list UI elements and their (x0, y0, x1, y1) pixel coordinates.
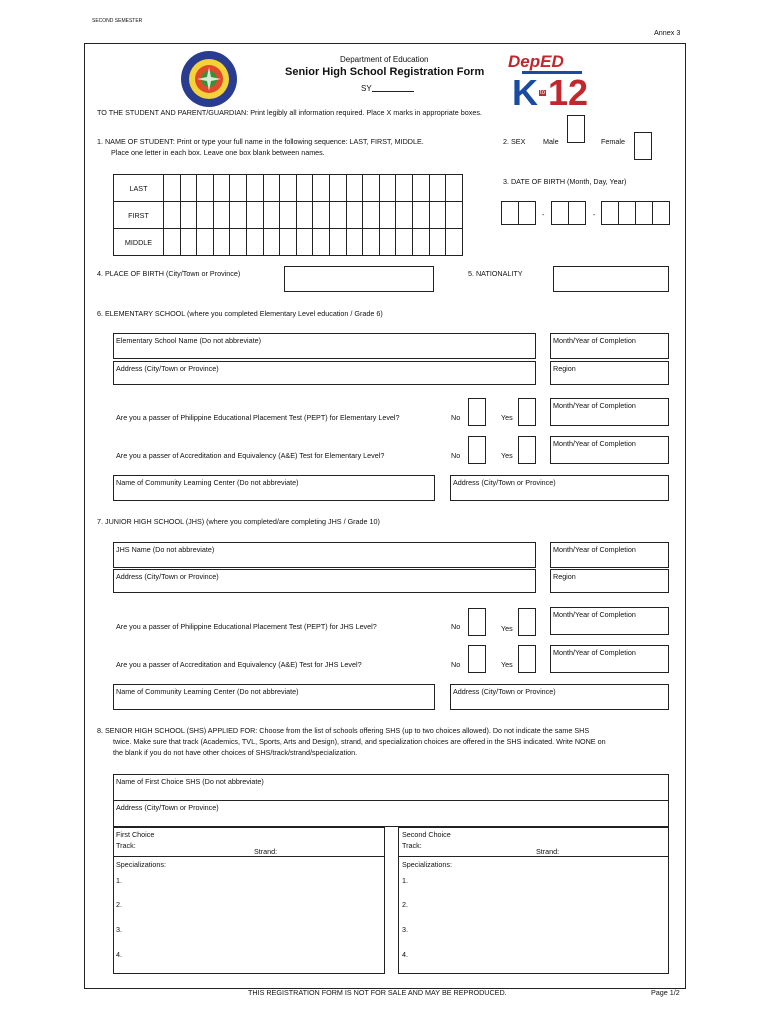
dob-label: 3. DATE OF BIRTH (Month, Day, Year) (503, 177, 627, 186)
jhs-pept-no-checkbox[interactable] (468, 608, 486, 636)
specialization-item: 1. (402, 876, 408, 885)
elem-pept-question: Are you a passer of Philippine Educational Placement Test (PEPT) for Elementary Level? (116, 413, 400, 422)
footer-notice: THIS REGISTRATION FORM IS NOT FOR SALE AND MAY BE REPRODUCED. (248, 988, 507, 997)
elem-ae-yes-checkbox[interactable] (518, 436, 536, 464)
place-of-birth-label: 4. PLACE OF BIRTH (City/Town or Province) (97, 269, 241, 278)
specializations-label: Specializations: (402, 860, 452, 869)
yes-label: Yes (501, 451, 513, 460)
name-instruction-1: 1. NAME OF STUDENT: Print or type your full name in the following sequence: LAST, FIRST, MIDDLE. (97, 137, 424, 146)
instructions-intro: TO THE STUDENT AND PARENT/GUARDIAN: Print legibly all information required. Place X marks in appropriate boxes. (97, 108, 482, 117)
specialization-item: 4. (116, 950, 122, 959)
dob-year-2[interactable] (618, 201, 636, 225)
form-title: Senior High School Registration Form (285, 66, 485, 78)
nationality-input[interactable] (553, 266, 669, 292)
specialization-item: 1. (116, 876, 122, 885)
dob-year-3[interactable] (635, 201, 653, 225)
elementary-section-label: 6. ELEMENTARY SCHOOL (where you completed Elementary Level education / Grade 6) (97, 309, 383, 318)
semester-label: SECOND SEMESTER (92, 18, 143, 24)
field-label: Address (City/Town or Province) (116, 364, 219, 373)
page-number: Page 1/2 (651, 988, 680, 997)
yes-label: Yes (501, 413, 513, 422)
strand-label: Strand: (536, 847, 560, 856)
name-row-first (114, 202, 463, 229)
elem-ae-question: Are you a passer of Accreditation and Equivalency (A&E) Test for Elementary Level? (116, 451, 385, 460)
no-label: No (451, 622, 461, 631)
first-choice-label: First Choice (116, 830, 155, 839)
field-label: Month/Year of Completion (553, 336, 636, 345)
name-instruction-2: Place one letter in each box. Leave one box blank between names. (111, 148, 325, 157)
jhs-pept-yes-checkbox[interactable] (518, 608, 536, 636)
no-label: No (451, 413, 461, 422)
nationality-label: 5. NATIONALITY (468, 269, 523, 278)
field-label: Elementary School Name (Do not abbreviate) (116, 336, 262, 345)
jhs-pept-question: Are you a passer of Philippine Educational Placement Test (PEPT) for JHS Level? (116, 622, 377, 631)
no-label: No (451, 660, 461, 669)
specialization-item: 3. (116, 925, 122, 934)
field-label: Month/Year of Completion (553, 648, 636, 657)
elem-pept-no-checkbox[interactable] (468, 398, 486, 426)
sex-label: 2. SEX (503, 137, 526, 146)
no-label: No (451, 451, 461, 460)
jhs-ae-yes-checkbox[interactable] (518, 645, 536, 673)
strand-label: Strand: (254, 847, 278, 856)
jhs-ae-no-checkbox[interactable] (468, 645, 486, 673)
track-label: Track: (402, 841, 422, 850)
place-of-birth-input[interactable] (284, 266, 434, 292)
shs-instruction-1: 8. SENIOR HIGH SCHOOL (SHS) APPLIED FOR: Choose from the list of schools offering SHS (up to two choices allowed). Do not indicate the same SHS (97, 726, 590, 735)
field-label: Address (City/Town or Province) (453, 687, 556, 696)
dob-separator: - (593, 210, 596, 219)
dob-year-1[interactable] (601, 201, 619, 225)
specialization-item: 4. (402, 950, 408, 959)
name-row-middle (114, 229, 463, 256)
dob-day-1[interactable] (551, 201, 569, 225)
yes-label: Yes (501, 660, 513, 669)
sy-input-line[interactable] (372, 91, 414, 92)
field-label: Address (City/Town or Province) (453, 478, 556, 487)
field-label: JHS Name (Do not abbreviate) (116, 545, 215, 554)
deped-logo: DepED K to 12 (508, 52, 589, 113)
specializations-label: Specializations: (116, 860, 166, 869)
shs-instruction-3: the blank if you do not have other choices of SHS/track/strand/specialization. (113, 748, 358, 757)
field-label: Month/Year of Completion (553, 545, 636, 554)
specialization-item: 3. (402, 925, 408, 934)
field-label: Month/Year of Completion (553, 610, 636, 619)
name-row-label: LAST (114, 175, 164, 202)
specialization-item: 2. (402, 900, 408, 909)
track-label: Track: (116, 841, 136, 850)
annex-label: Annex 3 (654, 28, 681, 37)
field-label: Month/Year of Completion (553, 439, 636, 448)
school-seal (180, 50, 238, 108)
field-label: Region (553, 364, 576, 373)
dob-day-2[interactable] (568, 201, 586, 225)
female-label: Female (601, 137, 625, 146)
name-row-label: FIRST (114, 202, 164, 229)
elem-ae-no-checkbox[interactable] (468, 436, 486, 464)
shs-instruction-2: twice. Make sure that track (Academics, TVL, Sports, Arts and Design), strand, and specialization choices are offered in the SHS indicated. Write NONE on (113, 737, 606, 746)
elem-pept-yes-checkbox[interactable] (518, 398, 536, 426)
field-label: Month/Year of Completion (553, 401, 636, 410)
department-name: Department of Education (340, 55, 429, 64)
male-label: Male (543, 137, 559, 146)
name-row-last (114, 175, 463, 202)
name-grid (113, 174, 463, 256)
dob-month-1[interactable] (501, 201, 519, 225)
dob-month-2[interactable] (518, 201, 536, 225)
name-row-label: MIDDLE (114, 229, 164, 256)
male-checkbox[interactable] (567, 115, 585, 143)
field-label: Address (City/Town or Province) (116, 572, 219, 581)
dob-year-4[interactable] (652, 201, 670, 225)
sy-label: SY (361, 84, 372, 93)
field-label: Name of First Choice SHS (Do not abbreviate) (116, 777, 264, 786)
jhs-section-label: 7. JUNIOR HIGH SCHOOL (JHS) (where you completed/are completing JHS / Grade 10) (97, 517, 380, 526)
female-checkbox[interactable] (634, 132, 652, 160)
specialization-item: 2. (116, 900, 122, 909)
field-label: Name of Community Learning Center (Do not abbreviate) (116, 687, 299, 696)
field-label: Name of Community Learning Center (Do not abbreviate) (116, 478, 299, 487)
yes-label: Yes (501, 624, 513, 633)
first-choice-specializations[interactable] (113, 856, 385, 974)
dob-separator: - (542, 210, 545, 219)
field-label: Address (City/Town or Province) (116, 803, 219, 812)
field-label: Region (553, 572, 576, 581)
jhs-ae-question: Are you a passer of Accreditation and Equivalency (A&E) Test for JHS Level? (116, 660, 362, 669)
second-choice-label: Second Choice (402, 830, 451, 839)
second-choice-specializations[interactable] (398, 856, 669, 974)
